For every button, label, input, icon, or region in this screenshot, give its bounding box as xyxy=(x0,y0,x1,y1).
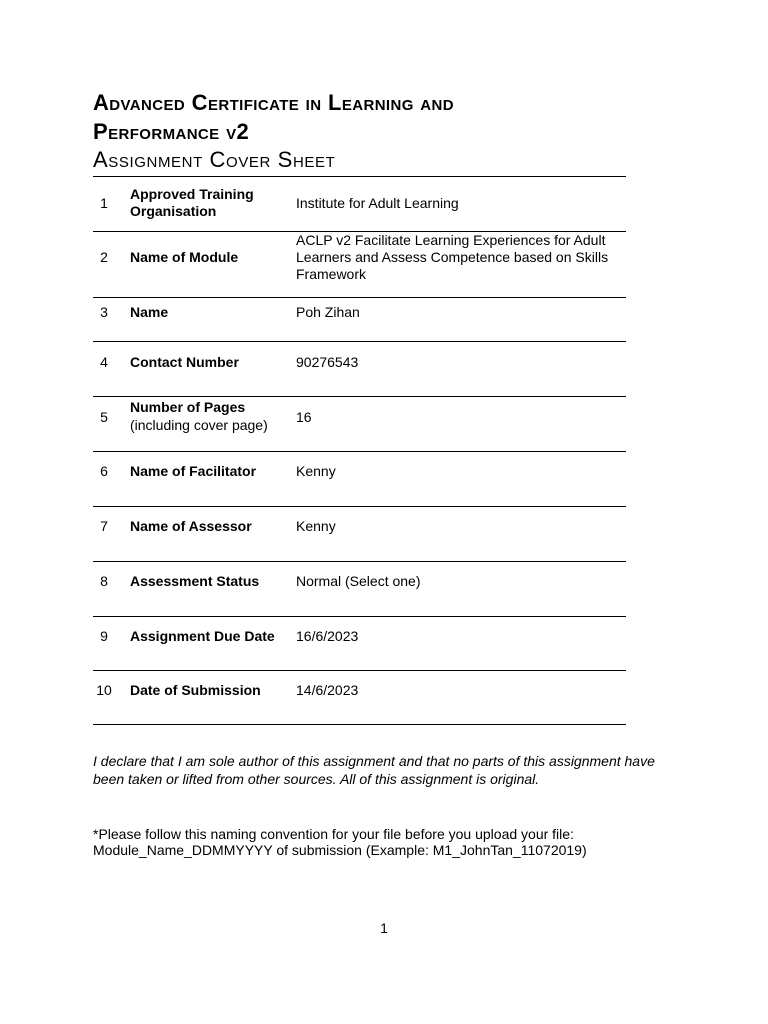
document-subtitle: Assignment Cover Sheet xyxy=(93,147,336,172)
row-divider xyxy=(93,561,626,562)
row-label-training-organisation: Approved Training Organisation xyxy=(130,186,254,219)
naming-convention-note xyxy=(93,826,693,858)
naming-note-line-1: *Please follow this naming convention for your file before you upload your file: xyxy=(93,826,574,842)
title-line-1: Advanced Certificate in Learning and xyxy=(93,90,455,115)
row-value-assessor: Kenny xyxy=(296,518,336,534)
row-label-module: Name of Module xyxy=(130,249,239,265)
row-value-number-of-pages: 16 xyxy=(296,409,312,425)
row-divider xyxy=(93,297,626,298)
row-divider xyxy=(93,670,626,671)
row-label-contact-number: Contact Number xyxy=(130,354,239,370)
row-value-submission-date: 14/6/2023 xyxy=(296,682,359,698)
row-number: 5 xyxy=(100,409,108,425)
row-divider xyxy=(93,506,626,507)
row-number: 9 xyxy=(100,628,108,644)
row-label-name: Name xyxy=(130,304,169,320)
row-value-contact-number: 90276543 xyxy=(296,354,359,370)
document-title xyxy=(93,88,633,146)
row-label-submission-date: Date of Submission xyxy=(130,682,261,698)
row-value-training-organisation: Institute for Adult Learning xyxy=(296,195,459,211)
table-top-rule xyxy=(93,176,626,177)
row-number: 8 xyxy=(100,573,108,589)
table-bottom-rule xyxy=(93,724,626,725)
row-value-due-date: 16/6/2023 xyxy=(296,628,359,644)
row-number: 1 xyxy=(100,195,108,211)
row-label-due-date: Assignment Due Date xyxy=(130,628,275,644)
row-divider xyxy=(93,341,626,342)
row-number: 3 xyxy=(100,304,108,320)
row-label-facilitator: Name of Facilitator xyxy=(130,463,257,479)
row-number: 7 xyxy=(100,518,108,534)
row-value-facilitator: Kenny xyxy=(296,463,336,479)
row-number: 4 xyxy=(100,354,108,370)
row-divider xyxy=(93,396,626,397)
row-label-assessor: Name of Assessor xyxy=(130,518,252,534)
row-number: 10 xyxy=(96,682,112,698)
row-number: 6 xyxy=(100,463,108,479)
row-value-module: ACLP v2 Facilitate Learning Experiences for Adult Learners and Assess Competence based on Skills Framework xyxy=(296,232,609,282)
row-label-assessment-status: Assessment Status xyxy=(130,573,260,589)
page-number: 1 xyxy=(380,920,388,936)
row-number: 2 xyxy=(100,249,108,265)
naming-note-line-2: Module_Name_DDMMYYYY of submission (Example: M1_JohnTan_11072019) xyxy=(93,842,587,858)
row-value-name: Poh Zihan xyxy=(296,304,360,320)
row-label-main: Number of Pages xyxy=(130,399,246,415)
row-label-sub: (including cover page) xyxy=(130,417,268,433)
row-divider xyxy=(93,451,626,452)
row-divider xyxy=(93,616,626,617)
row-value-assessment-status: Normal (Select one) xyxy=(296,573,421,589)
title-line-2: Performance v2 xyxy=(93,119,250,144)
row-label-number-of-pages xyxy=(130,399,300,434)
authorship-declaration: I declare that I am sole author of this assignment and that no parts of this assignment have been taken or lifted from other sources. All of this assignment is original. xyxy=(93,753,655,787)
